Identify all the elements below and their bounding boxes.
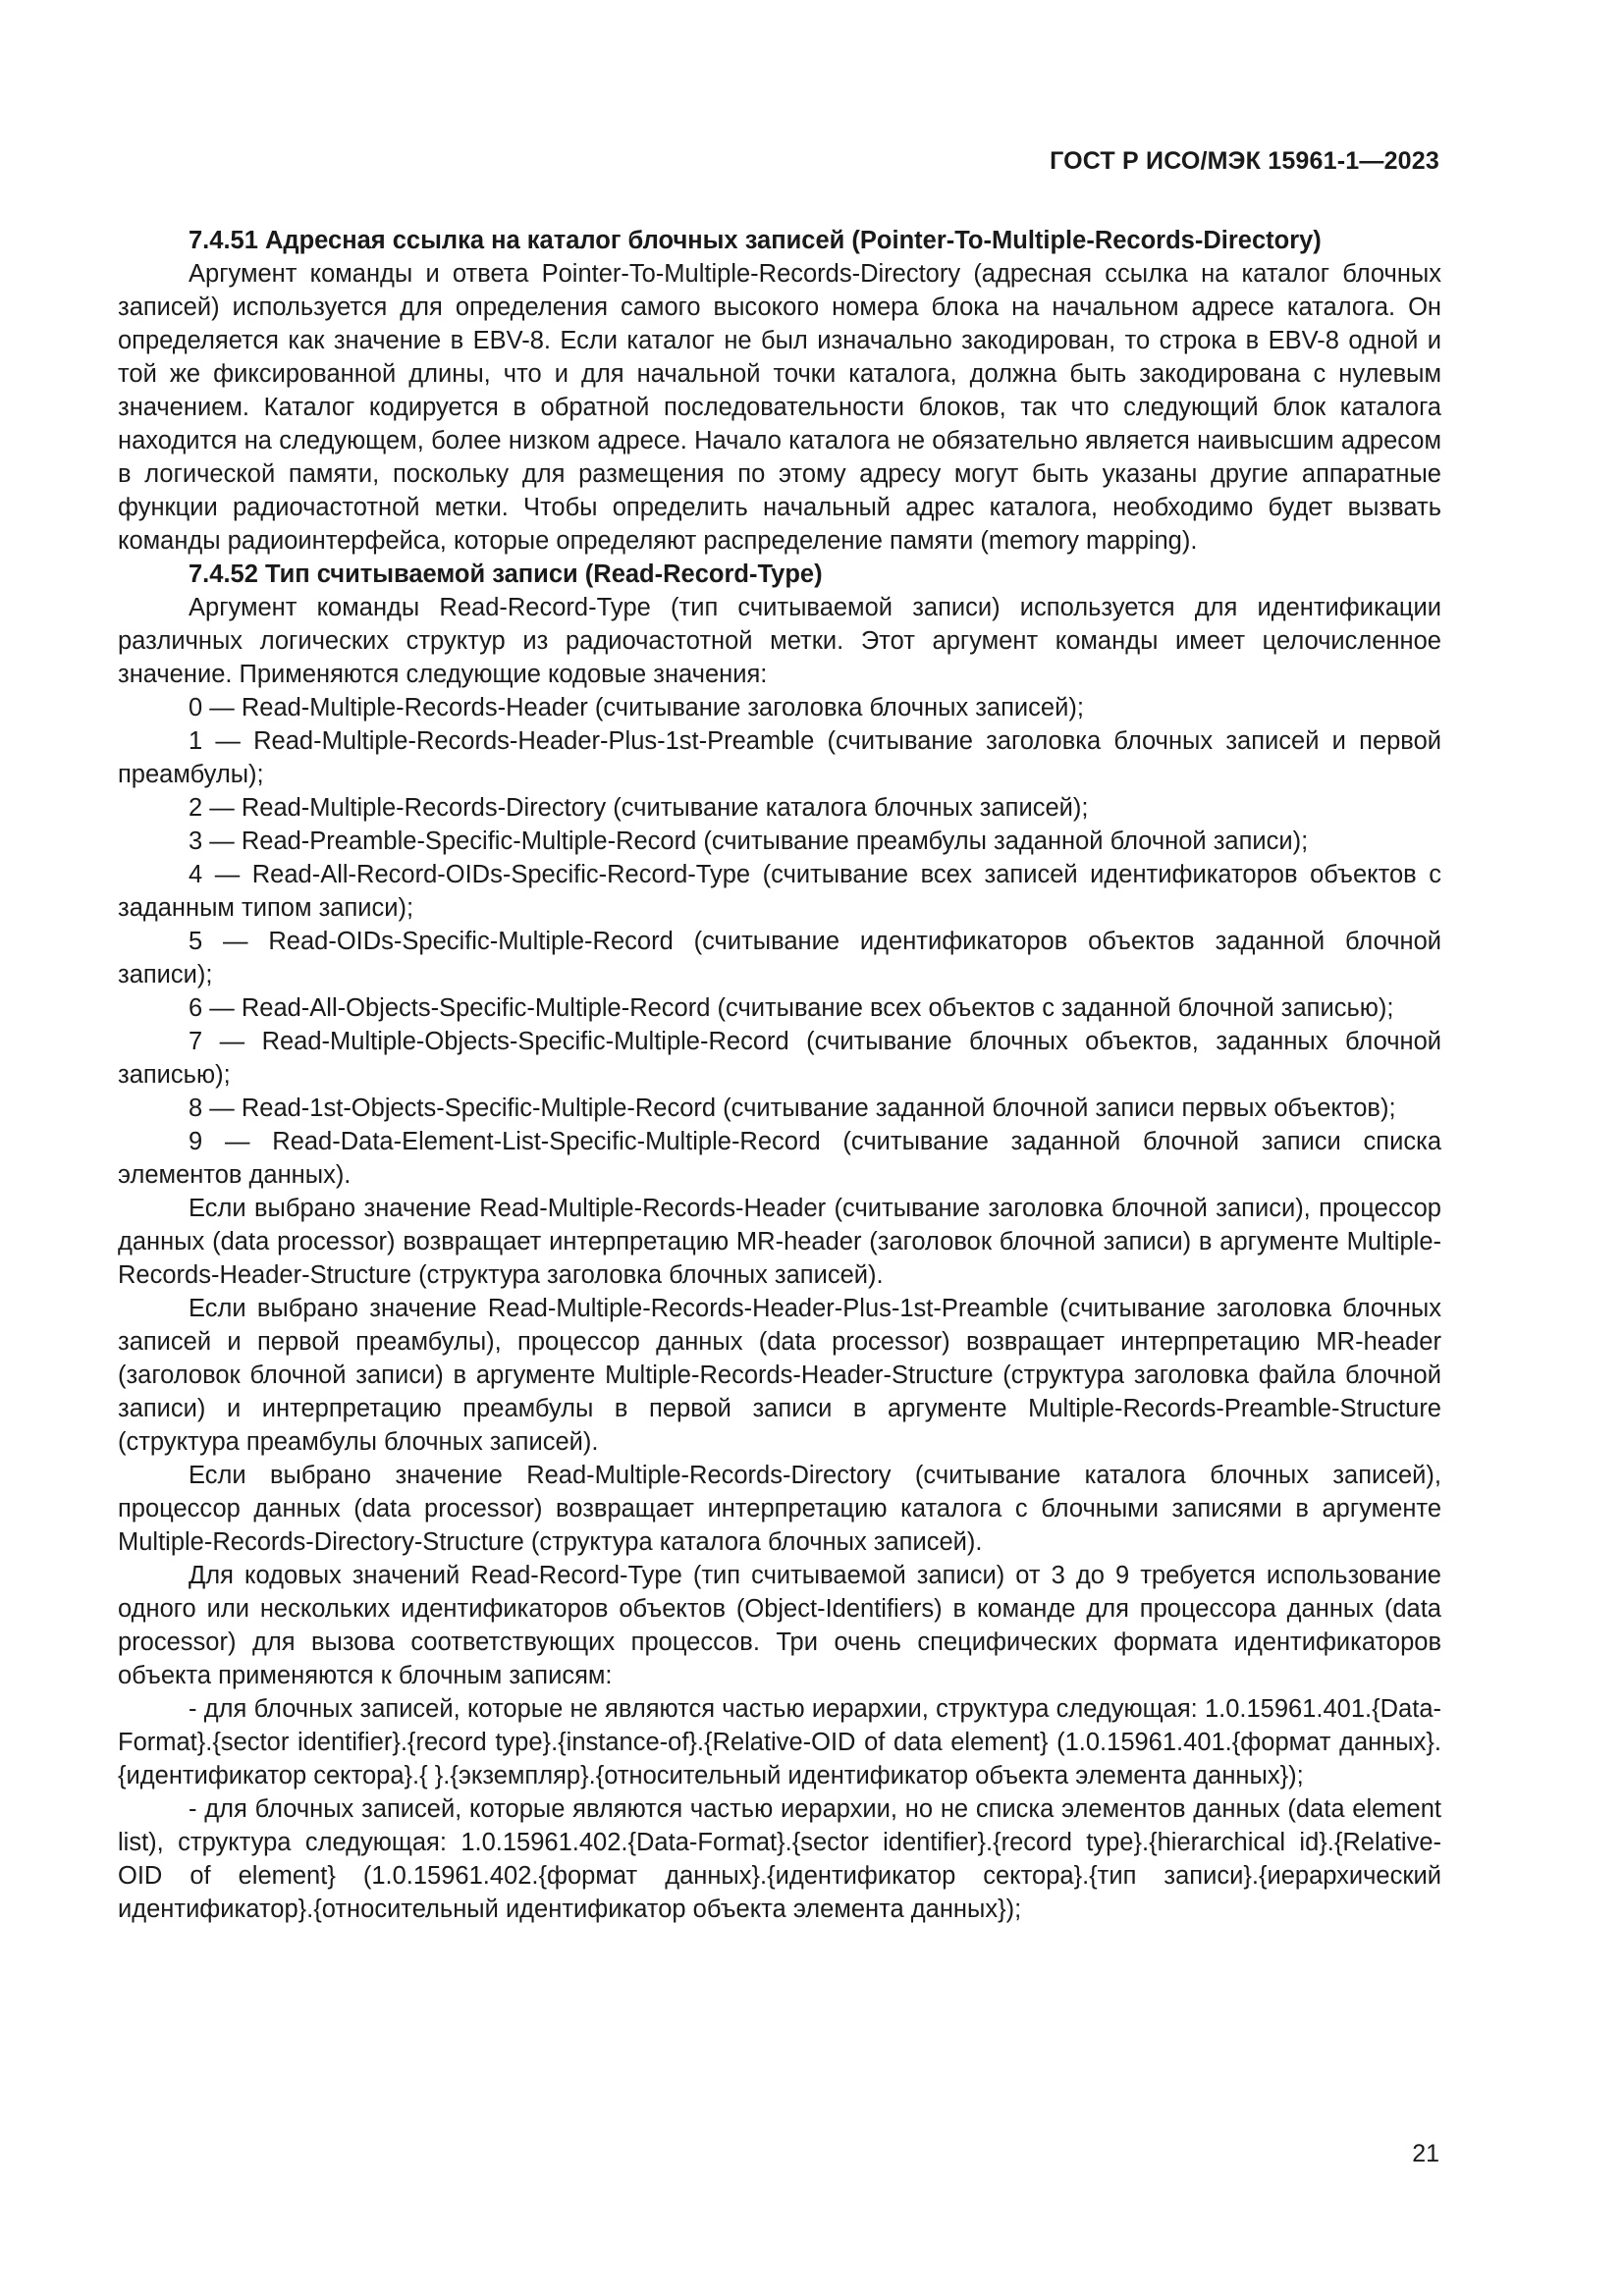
body-paragraph: - для блочных записей, которые не являются частью иерархии, структура следующая: 1.0.15961.401.{Data-Format}.{sector identifier}.{record type}.{instance-of}.{Relative-OID of data element} (1.0.15961.401.{формат данных}.{идентификатор сектора}.{ }.{экземпляр}.{относительный идентификатор объекта элемента данных}); bbox=[118, 1695, 1441, 1789]
section-heading: 7.4.52 Тип считываемой записи (Read-Record-Type) bbox=[189, 561, 823, 588]
body-paragraph: Для кодовых значений Read-Record-Type (тип считываемой записи) от 3 до 9 требуется использование одного или нескольких идентификаторов объектов (Object-Identifiers) в команде для процессора данных (data processor) для вызова соответствующих процессов. Три очень специфических формата идентификаторов объекта применяются к блочным записям: bbox=[118, 1562, 1441, 1689]
body-paragraph: Аргумент команды и ответа Pointer-To-Multiple-Records-Directory (адресная ссылка на каталог блочных записей) используется для определения самого высокого номера блока на начальном адресе каталога. Он определяется как значение в EBV-8. Если каталог не был изначально закодирован, то строка в EBV-8 одной и той же фиксированной длины, что и для начальной точки каталога, должна быть закодирована с нулевым значением. Каталог кодируется в обратной последовательности блоков, так что следующий блок каталога находится на следующем, более низком адресе. Начало каталога не обязательно является наивысшим адресом в логической памяти, поскольку для размещения по этому адресу могут быть указаны другие аппаратные функции радиочастотной метки. Чтобы определить начальный адрес каталога, необходимо будет вызвать команды радиоинтерфейса, которые определяют распределение памяти (memory mapping). bbox=[118, 260, 1441, 555]
body-paragraph: 8 — Read-1st-Objects-Specific-Multiple-Record (считывание заданной блочной записи первых объектов); bbox=[189, 1095, 1396, 1122]
body-paragraph: Если выбрано значение Read-Multiple-Records-Header (считывание заголовка блочной записи), процессор данных (data processor) возвращает интерпретацию MR-header (заголовок блочной записи) в аргументе Multiple-Records-Header-Structure (структура заголовка блочных записей). bbox=[118, 1195, 1441, 1289]
body-paragraph: 0 — Read-Multiple-Records-Header (считывание заголовка блочных записей); bbox=[189, 694, 1084, 721]
body-paragraph: Если выбрано значение Read-Multiple-Records-Header-Plus-1st-Preamble (считывание заголовка блочных записей и первой преамбулы), процессор данных (data processor) возвращает интерпретацию MR-header (заголовок блочной записи) в аргументе Multiple-Records-Header-Structure (структура заголовка файла блочной записи) и интерпретацию преамбулы в первой записи в аргументе Multiple-Records-Preamble-Structure (структура преамбулы блочных записей). bbox=[118, 1295, 1441, 1456]
page-number: 21 bbox=[1412, 2140, 1439, 2167]
body-paragraph: 7 — Read-Multiple-Objects-Specific-Multiple-Record (считывание блочных объектов, заданных блочной записью); bbox=[118, 1028, 1441, 1089]
section-heading: 7.4.51 Адресная ссылка на каталог блочных записей (Pointer-To-Multiple-Records-Directory) bbox=[189, 227, 1322, 254]
document-body bbox=[118, 224, 1441, 1926]
body-paragraph: 2 — Read-Multiple-Records-Directory (считывание каталога блочных записей); bbox=[189, 794, 1089, 822]
body-paragraph: 1 — Read-Multiple-Records-Header-Plus-1st-Preamble (считывание заголовка блочных записей и первой преамбулы); bbox=[118, 727, 1441, 788]
body-paragraph: 4 — Read-All-Record-OIDs-Specific-Record-Type (считывание всех записей идентификаторов объектов с заданным типом записи); bbox=[118, 861, 1441, 922]
body-paragraph: Если выбрано значение Read-Multiple-Records-Directory (считывание каталога блочных записей), процессор данных (data processor) возвращает интерпретацию каталога с блочными записями в аргументе Multiple-Records-Directory-Structure (структура каталога блочных записей). bbox=[118, 1462, 1441, 1556]
standard-designation: ГОСТ Р ИСО/МЭК 15961-1—2023 bbox=[1050, 147, 1439, 175]
body-paragraph: 6 — Read-All-Objects-Specific-Multiple-Record (считывание всех объектов с заданной блочной записью); bbox=[189, 994, 1394, 1022]
body-paragraph: - для блочных записей, которые являются частью иерархии, но не списка элементов данных (data element list), структура следующая: 1.0.15961.402.{Data-Format}.{sector identifier}.{record type}.{hierarchical id}.{Relative-OID of element} (1.0.15961.402.{формат данных}.{идентификатор сектора}.{тип записи}.{иерархический идентификатор}.{относительный идентификатор объекта элемента данных}); bbox=[118, 1795, 1441, 1923]
body-paragraph: 5 — Read-OIDs-Specific-Multiple-Record (считывание идентификаторов объектов заданной блочной записи); bbox=[118, 928, 1441, 988]
body-paragraph: 9 — Read-Data-Element-List-Specific-Multiple-Record (считывание заданной блочной записи списка элементов данных). bbox=[118, 1128, 1441, 1189]
body-paragraph: 3 — Read-Preamble-Specific-Multiple-Record (считывание преамбулы заданной блочной записи); bbox=[189, 828, 1309, 855]
body-paragraph: Аргумент команды Read-Record-Type (тип считываемой записи) используется для идентификации различных логических структур из радиочастотной метки. Этот аргумент команды имеет целочисленное значение. Применяются следующие кодовые значения: bbox=[118, 594, 1441, 688]
